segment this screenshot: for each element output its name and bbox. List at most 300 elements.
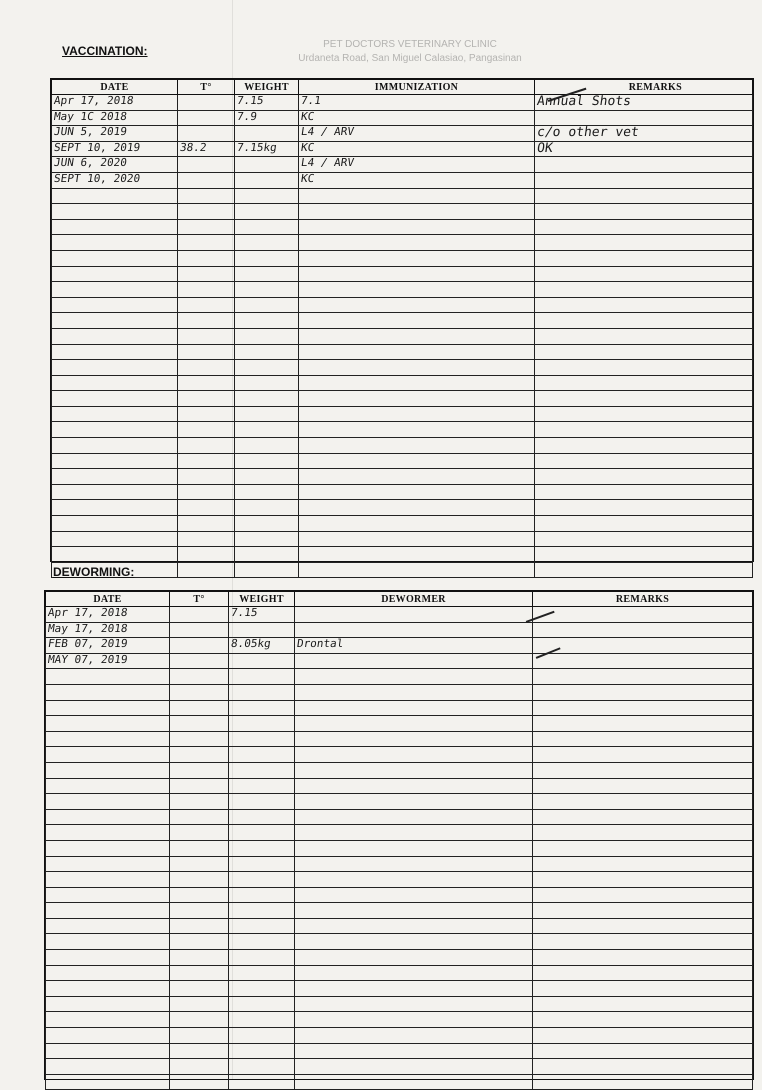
handwritten-date: JUN 5, 2019: [53, 125, 128, 139]
table-row: [52, 250, 753, 266]
table-row: [46, 1074, 753, 1090]
cell-temp: [170, 934, 229, 950]
cell-date: [52, 126, 178, 142]
cell-weight: [229, 794, 295, 810]
cell-remarks: [535, 157, 753, 173]
table-row: [52, 235, 753, 251]
table-row: [52, 453, 753, 469]
col-remarks: REMARKS: [535, 80, 753, 95]
cell-remarks: [535, 141, 753, 157]
table-row: [52, 438, 753, 454]
cell-immunization: [299, 453, 535, 469]
cell-weight: [235, 141, 299, 157]
cell-weight: [235, 235, 299, 251]
table-row: [52, 406, 753, 422]
cell-temp: [170, 809, 229, 825]
table-row: [46, 684, 753, 700]
table-row: [46, 840, 753, 856]
cell-remarks: [533, 778, 753, 794]
cell-weight: [235, 391, 299, 407]
cell-immunization: [299, 422, 535, 438]
cell-dewormer: [295, 716, 533, 732]
cell-dewormer: [295, 887, 533, 903]
table-row: [46, 778, 753, 794]
cell-temp: [170, 731, 229, 747]
cell-weight: [235, 313, 299, 329]
cell-immunization: [299, 438, 535, 454]
cell-date: [46, 700, 170, 716]
col-date: DATE: [46, 592, 170, 607]
table-row: [46, 1043, 753, 1059]
table-row: [52, 110, 753, 126]
cell-immunization: [299, 110, 535, 126]
cell-date: [46, 669, 170, 685]
cell-remarks: [533, 872, 753, 888]
table-row: [52, 172, 753, 188]
cell-remarks: [533, 1028, 753, 1044]
cell-temp: [178, 500, 235, 516]
handwritten-date: MAY 07, 2019: [47, 652, 129, 666]
cell-weight: [235, 219, 299, 235]
table-row: [46, 918, 753, 934]
col-date: DATE: [52, 80, 178, 95]
handwritten-weight: 7.15: [230, 606, 259, 619]
cell-dewormer: [295, 778, 533, 794]
cell-weight: [229, 684, 295, 700]
cell-immunization: [299, 188, 535, 204]
cell-date: [46, 1059, 170, 1075]
bleed-through-header: [270, 38, 550, 66]
cell-weight: [229, 607, 295, 623]
cell-temp: [178, 188, 235, 204]
cell-temp: [170, 607, 229, 623]
cell-temp: [178, 157, 235, 173]
cell-immunization: [299, 95, 535, 111]
cell-temp: [178, 547, 235, 563]
table-row: [46, 716, 753, 732]
cell-date: [46, 856, 170, 872]
cell-immunization: [299, 391, 535, 407]
cell-temp: [170, 638, 229, 654]
cell-dewormer: [295, 965, 533, 981]
table-row: [52, 344, 753, 360]
cell-remarks: [535, 126, 753, 142]
cell-remarks: [533, 638, 753, 654]
vaccination-table: [50, 78, 754, 562]
cell-immunization: [299, 157, 535, 173]
col-immunization: IMMUNIZATION: [299, 80, 535, 95]
cell-remarks: [533, 1043, 753, 1059]
cell-date: [46, 653, 170, 669]
cell-date: [46, 794, 170, 810]
cell-temp: [178, 328, 235, 344]
cell-dewormer: [295, 981, 533, 997]
cell-remarks: [535, 110, 753, 126]
cell-immunization: [299, 562, 535, 578]
cell-date: [46, 918, 170, 934]
cell-remarks: [535, 172, 753, 188]
cell-remarks: [533, 731, 753, 747]
cell-immunization: [299, 360, 535, 376]
cell-remarks: [533, 887, 753, 903]
cell-date: [46, 607, 170, 623]
cell-date: [52, 484, 178, 500]
cell-weight: [229, 1043, 295, 1059]
cell-dewormer: [295, 731, 533, 747]
cell-remarks: [533, 684, 753, 700]
cell-weight: [229, 747, 295, 763]
cell-weight: [235, 360, 299, 376]
cell-date: [52, 141, 178, 157]
cell-weight: [229, 918, 295, 934]
cell-date: [52, 547, 178, 563]
table-row: [52, 500, 753, 516]
handwritten-remarks: Annual Shots: [535, 94, 632, 109]
cell-dewormer: [295, 950, 533, 966]
cell-temp: [170, 872, 229, 888]
cell-date: [46, 996, 170, 1012]
table-row: [52, 375, 753, 391]
cell-weight: [235, 562, 299, 578]
table-row: [46, 669, 753, 685]
table-row: [46, 607, 753, 623]
clinic-name: PET DOCTORS VETERINARY CLINIC: [323, 39, 497, 50]
cell-weight: [235, 157, 299, 173]
cell-weight: [235, 469, 299, 485]
cell-temp: [170, 684, 229, 700]
table-row: [52, 328, 753, 344]
cell-date: [46, 684, 170, 700]
cell-remarks: [535, 531, 753, 547]
cell-weight: [235, 500, 299, 516]
cell-temp: [170, 1043, 229, 1059]
cell-remarks: [535, 406, 753, 422]
cell-dewormer: [295, 825, 533, 841]
cell-temp: [178, 453, 235, 469]
cell-date: [52, 453, 178, 469]
cell-temp: [178, 562, 235, 578]
cell-date: [46, 762, 170, 778]
cell-date: [52, 516, 178, 532]
cell-remarks: [533, 669, 753, 685]
table-row: [52, 469, 753, 485]
cell-remarks: [535, 328, 753, 344]
cell-temp: [170, 669, 229, 685]
cell-temp: [178, 297, 235, 313]
cell-weight: [235, 484, 299, 500]
cell-weight: [229, 1059, 295, 1075]
cell-weight: [229, 622, 295, 638]
table-row: [52, 219, 753, 235]
cell-date: [46, 887, 170, 903]
cell-temp: [178, 282, 235, 298]
cell-remarks: [533, 1074, 753, 1090]
cell-remarks: [535, 438, 753, 454]
cell-temp: [170, 1028, 229, 1044]
cell-date: [52, 438, 178, 454]
cell-dewormer: [295, 684, 533, 700]
cell-temp: [170, 622, 229, 638]
table-row: [46, 794, 753, 810]
cell-date: [46, 934, 170, 950]
table-row: [46, 965, 753, 981]
cell-temp: [178, 95, 235, 111]
cell-dewormer: [295, 1012, 533, 1028]
cell-immunization: [299, 297, 535, 313]
cell-temp: [170, 700, 229, 716]
cell-immunization: [299, 282, 535, 298]
cell-immunization: [299, 250, 535, 266]
table-row: [46, 622, 753, 638]
cell-weight: [229, 669, 295, 685]
table-row: [46, 856, 753, 872]
cell-remarks: [533, 1012, 753, 1028]
cell-weight: [235, 266, 299, 282]
cell-temp: [178, 250, 235, 266]
cell-weight: [229, 1028, 295, 1044]
table-row: [46, 1012, 753, 1028]
col-temp: T°: [170, 592, 229, 607]
handwritten-date: JUN 6, 2020: [53, 156, 128, 170]
table-row: [46, 809, 753, 825]
cell-remarks: [533, 918, 753, 934]
table-row: [46, 950, 753, 966]
table-row: [52, 391, 753, 407]
cell-weight: [235, 250, 299, 266]
cell-remarks: [533, 950, 753, 966]
handwritten-date: SEPT 10, 2019: [53, 140, 142, 154]
cell-remarks: [535, 484, 753, 500]
cell-remarks: [533, 809, 753, 825]
cell-date: [52, 266, 178, 282]
cell-dewormer: [295, 840, 533, 856]
cell-weight: [235, 282, 299, 298]
cell-date: [52, 95, 178, 111]
table-row: [52, 422, 753, 438]
cell-date: [46, 622, 170, 638]
handwritten-immunization: KC: [300, 109, 316, 123]
cell-date: [52, 500, 178, 516]
cell-weight: [229, 887, 295, 903]
cell-immunization: [299, 547, 535, 563]
cell-dewormer: [295, 700, 533, 716]
cell-remarks: [535, 95, 753, 111]
cell-weight: [229, 1012, 295, 1028]
cell-temp: [178, 344, 235, 360]
cell-date: [46, 716, 170, 732]
cell-date: [52, 391, 178, 407]
handwritten-date: SEPT 10, 2020: [53, 171, 142, 185]
cell-date: [52, 235, 178, 251]
table-row: [52, 188, 753, 204]
table-row: [46, 887, 753, 903]
cell-date: [52, 375, 178, 391]
table-row: [46, 981, 753, 997]
table-row: [52, 204, 753, 220]
clinic-address: Urdaneta Road, San Miguel Calasiao, Pangasinan: [298, 53, 522, 64]
table-row: [46, 747, 753, 763]
cell-date: [52, 172, 178, 188]
cell-remarks: [533, 856, 753, 872]
handwritten-date: May 1C 2018: [53, 109, 128, 123]
cell-dewormer: [295, 653, 533, 669]
cell-remarks: [535, 453, 753, 469]
cell-remarks: [535, 469, 753, 485]
table-row: [52, 282, 753, 298]
cell-remarks: [535, 297, 753, 313]
table-row: [52, 516, 753, 532]
table-row: [46, 934, 753, 950]
cell-remarks: [535, 266, 753, 282]
cell-remarks: [535, 188, 753, 204]
cell-date: [46, 1012, 170, 1028]
cell-remarks: [535, 313, 753, 329]
cell-remarks: [533, 903, 753, 919]
cell-date: [46, 731, 170, 747]
cell-date: [52, 219, 178, 235]
cell-temp: [170, 965, 229, 981]
cell-remarks: [535, 562, 753, 578]
cell-weight: [229, 809, 295, 825]
handwritten-weight: 7.15kg: [236, 140, 278, 154]
cell-weight: [235, 453, 299, 469]
table-row: [52, 126, 753, 142]
cell-remarks: [533, 653, 753, 669]
cell-temp: [178, 375, 235, 391]
cell-temp: [178, 391, 235, 407]
cell-date: [52, 531, 178, 547]
handwritten-immunization: L4 / ARV: [300, 156, 355, 170]
cell-date: [46, 638, 170, 654]
cell-date: [46, 981, 170, 997]
cell-remarks: [535, 250, 753, 266]
cell-remarks: [533, 965, 753, 981]
cell-date: [52, 344, 178, 360]
cell-date: [52, 328, 178, 344]
cell-weight: [229, 825, 295, 841]
handwritten-weight: 8.05kg: [230, 637, 272, 651]
cell-temp: [170, 794, 229, 810]
cell-weight: [229, 981, 295, 997]
cell-dewormer: [295, 809, 533, 825]
cell-dewormer: [295, 1028, 533, 1044]
cell-date: [52, 313, 178, 329]
handwritten-immunization: 7.1: [300, 94, 322, 107]
cell-dewormer: [295, 669, 533, 685]
cell-temp: [170, 653, 229, 669]
cell-temp: [170, 840, 229, 856]
table-row: [46, 1059, 753, 1075]
table-row: [46, 996, 753, 1012]
handwritten-remarks: c/o other vet: [535, 125, 640, 141]
cell-immunization: [299, 313, 535, 329]
cell-remarks: [535, 516, 753, 532]
cell-remarks: [533, 934, 753, 950]
cell-date: [52, 157, 178, 173]
cell-temp: [170, 918, 229, 934]
cell-dewormer: [295, 622, 533, 638]
cell-temp: [178, 313, 235, 329]
vaccination-title: VACCINATION:: [62, 44, 148, 58]
cell-weight: [229, 762, 295, 778]
cell-immunization: [299, 204, 535, 220]
cell-immunization: [299, 516, 535, 532]
cell-temp: [178, 484, 235, 500]
cell-weight: [229, 903, 295, 919]
cell-temp: [178, 438, 235, 454]
cell-temp: [178, 266, 235, 282]
cell-dewormer: [295, 794, 533, 810]
cell-immunization: [299, 266, 535, 282]
cell-weight: [235, 126, 299, 142]
cell-dewormer: [295, 872, 533, 888]
cell-dewormer: [295, 1074, 533, 1090]
cell-remarks: [533, 1059, 753, 1075]
table-row: [52, 157, 753, 173]
cell-date: [46, 965, 170, 981]
cell-date: [52, 204, 178, 220]
cell-temp: [170, 950, 229, 966]
cell-date: [46, 1074, 170, 1090]
cell-temp: [178, 516, 235, 532]
cell-temp: [178, 172, 235, 188]
cell-remarks: [535, 282, 753, 298]
cell-date: [46, 872, 170, 888]
cell-weight: [229, 778, 295, 794]
cell-weight: [235, 422, 299, 438]
table-row: [46, 700, 753, 716]
cell-weight: [235, 297, 299, 313]
cell-temp: [178, 141, 235, 157]
cell-date: [46, 950, 170, 966]
cell-date: [52, 360, 178, 376]
cell-date: [52, 406, 178, 422]
cell-temp: [170, 1074, 229, 1090]
cell-weight: [229, 731, 295, 747]
cell-immunization: [299, 469, 535, 485]
cell-weight: [235, 375, 299, 391]
cell-temp: [178, 531, 235, 547]
cell-remarks: [533, 747, 753, 763]
cell-immunization: [299, 328, 535, 344]
cell-remarks: [533, 700, 753, 716]
cell-weight: [235, 188, 299, 204]
cell-temp: [178, 360, 235, 376]
cell-temp: [178, 235, 235, 251]
cell-temp: [170, 996, 229, 1012]
cell-remarks: [535, 235, 753, 251]
deworming-header-row: [46, 592, 753, 607]
cell-temp: [178, 406, 235, 422]
cell-remarks: [535, 204, 753, 220]
cell-temp: [178, 469, 235, 485]
cell-temp: [178, 204, 235, 220]
cell-dewormer: [295, 1059, 533, 1075]
cell-immunization: [299, 172, 535, 188]
cell-immunization: [299, 500, 535, 516]
cell-weight: [229, 653, 295, 669]
cell-immunization: [299, 219, 535, 235]
table-row: [52, 484, 753, 500]
cell-weight: [235, 110, 299, 126]
cell-date: [46, 747, 170, 763]
col-dewormer: DEWORMER: [295, 592, 533, 607]
cell-weight: [229, 996, 295, 1012]
cell-immunization: [299, 484, 535, 500]
cell-temp: [170, 856, 229, 872]
table-row: [52, 360, 753, 376]
cell-remarks: [533, 825, 753, 841]
